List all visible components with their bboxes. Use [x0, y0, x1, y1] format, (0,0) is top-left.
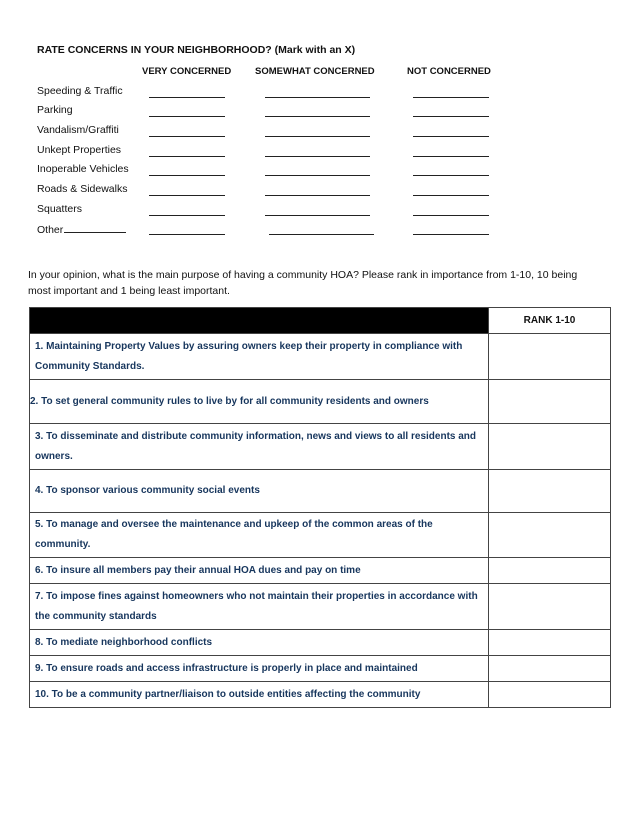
somewhat-concerned-blank[interactable]: [269, 234, 374, 235]
table-row: [30, 630, 611, 656]
concern-label: Unkept Properties: [37, 144, 122, 156]
concern-row-squatters: [0, 203, 638, 223]
purpose-text: 5. To manage and oversee the maintenance and upkeep of the common areas of the community.: [35, 519, 433, 550]
concern-row-vandalism: [0, 124, 638, 144]
table-row: [30, 682, 611, 708]
somewhat-concerned-blank[interactable]: [265, 136, 370, 137]
header-blank-cell: [30, 308, 489, 334]
ranking-instructions: In your opinion, what is the main purpose of having a community HOA? Please rank in importance from 1-10, 10 being most important and 1 being least important.: [28, 269, 578, 297]
purpose-text: 8. To mediate neighborhood conflicts: [35, 636, 213, 648]
table-row: [30, 656, 611, 682]
not-concerned-blank[interactable]: [413, 234, 489, 235]
purpose-text: 3. To disseminate and distribute community information, news and views to all residents and owners.: [35, 430, 477, 462]
concern-row-parking: [0, 104, 638, 124]
very-concerned-blank[interactable]: [149, 175, 225, 176]
table-row: [30, 424, 611, 470]
table-row: [30, 513, 611, 558]
concern-label: Vandalism/Graffiti: [37, 124, 119, 136]
concern-label: Other: [37, 224, 64, 236]
very-concerned-blank[interactable]: [149, 97, 225, 98]
column-header-not-concerned: NOT CONCERNED: [407, 66, 491, 77]
hoa-purpose-ranking-table: [29, 307, 611, 708]
table-row: [30, 334, 611, 380]
very-concerned-blank[interactable]: [149, 215, 225, 216]
column-header-somewhat-concerned: SOMEWHAT CONCERNED: [255, 66, 375, 77]
rank-column-header: RANK 1-10: [489, 308, 611, 334]
very-concerned-blank[interactable]: [149, 195, 225, 196]
rank-input-cell[interactable]: [489, 334, 611, 380]
concern-label: Squatters: [37, 203, 82, 215]
not-concerned-blank[interactable]: [413, 215, 489, 216]
concern-row-inoperable-vehicles: [0, 163, 638, 183]
table-header-row: [30, 308, 611, 334]
rank-input-cell[interactable]: [489, 682, 611, 708]
purpose-text: 7. To impose fines against homeowners who not maintain their properties in accordance with the community standards: [35, 590, 478, 622]
table-row: [30, 470, 611, 513]
very-concerned-blank[interactable]: [149, 156, 225, 157]
table-row: [30, 584, 611, 630]
not-concerned-blank[interactable]: [413, 116, 489, 117]
not-concerned-blank[interactable]: [413, 156, 489, 157]
concern-label: Parking: [37, 104, 73, 116]
somewhat-concerned-blank[interactable]: [265, 116, 370, 117]
very-concerned-blank[interactable]: [149, 234, 225, 235]
purpose-text: 10. To be a community partner/liaison to outside entities affecting the community: [35, 688, 421, 700]
not-concerned-blank[interactable]: [413, 136, 489, 137]
somewhat-concerned-blank[interactable]: [265, 97, 370, 98]
rank-input-cell[interactable]: [489, 558, 611, 584]
purpose-text: 2. To set general community rules to live by for all community residents and owners: [30, 395, 429, 407]
column-header-very-concerned: VERY CONCERNED: [142, 66, 232, 77]
very-concerned-blank[interactable]: [149, 116, 225, 117]
somewhat-concerned-blank[interactable]: [265, 195, 370, 196]
rank-input-cell[interactable]: [489, 424, 611, 470]
concern-row-other: [0, 222, 638, 242]
rank-input-cell[interactable]: [489, 584, 611, 630]
rank-input-cell[interactable]: [489, 513, 611, 558]
rank-input-cell[interactable]: [489, 656, 611, 682]
somewhat-concerned-blank[interactable]: [265, 156, 370, 157]
table-row: [30, 380, 611, 424]
somewhat-concerned-blank[interactable]: [265, 215, 370, 216]
purpose-text: 4. To sponsor various community social events: [35, 485, 260, 496]
table-row: [30, 558, 611, 584]
rank-input-cell[interactable]: [489, 630, 611, 656]
rank-input-cell[interactable]: [489, 470, 611, 513]
concern-row-speeding: [0, 85, 638, 105]
concern-label: Speeding & Traffic: [37, 85, 123, 97]
purpose-text: 6. To insure all members pay their annual HOA dues and pay on time: [35, 564, 361, 576]
concern-label: Roads & Sidewalks: [37, 183, 128, 195]
concern-row-unkept-properties: [0, 144, 638, 164]
not-concerned-blank[interactable]: [413, 195, 489, 196]
rank-input-cell[interactable]: [489, 380, 611, 424]
concern-label-other: [37, 222, 126, 236]
purpose-text: 9. To ensure roads and access infrastructure is properly in place and maintained: [35, 662, 418, 674]
purpose-text: 1. Maintaining Property Values by assuring owners keep their property in compliance with Community Standards.: [35, 340, 463, 372]
somewhat-concerned-blank[interactable]: [265, 175, 370, 176]
very-concerned-blank[interactable]: [149, 136, 225, 137]
not-concerned-blank[interactable]: [413, 175, 489, 176]
concern-row-roads-sidewalks: [0, 183, 638, 203]
not-concerned-blank[interactable]: [413, 97, 489, 98]
other-specify-blank[interactable]: [64, 222, 126, 233]
survey-title: RATE CONCERNS IN YOUR NEIGHBORHOOD? (Mark with an X): [37, 44, 356, 56]
concern-label: Inoperable Vehicles: [37, 163, 129, 175]
